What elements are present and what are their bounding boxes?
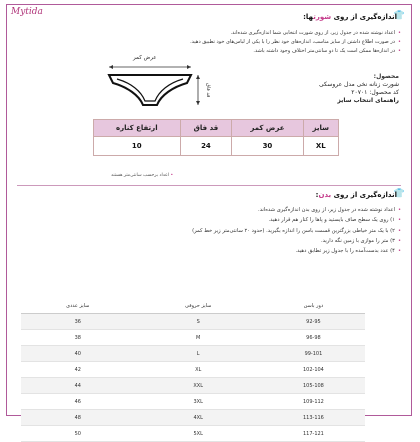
cell-number-size: 38 [21, 330, 135, 346]
waist-width-label: عرض کمر [133, 55, 157, 61]
cell-number-size: 42 [21, 362, 135, 378]
table-row [94, 137, 339, 156]
units-footnote: • اعداد برحسب سانتی‌متر هستند [111, 173, 174, 178]
header-side-height: ارتفاع کناره [94, 120, 181, 137]
table-row [21, 394, 365, 410]
cell-number-size: 40 [21, 346, 135, 362]
table-row [21, 346, 365, 362]
hanger-icon: 👕 [393, 189, 405, 199]
cell-rise: 24 [180, 137, 232, 156]
cell-letter-size: XL [135, 362, 262, 378]
cell-hip: 117-121 [262, 426, 365, 442]
note-item: • اعداد نوشته شده در جدول زیر، از روی بدن اندازه‌گیری شده‌اند. [121, 205, 401, 215]
cell-letter-size: M [135, 330, 262, 346]
cell-hip: 99-101 [262, 346, 365, 362]
table-row [21, 378, 365, 394]
cell-letter-size: 5XL [135, 426, 262, 442]
body-size-table [21, 299, 365, 442]
guide-title: راهنمای انتخاب سایز [337, 97, 399, 104]
cell-number-size: 36 [21, 314, 135, 330]
cell-side-height: 10 [94, 137, 181, 156]
cell-number-size: 48 [21, 410, 135, 426]
cell-hip: 102-104 [262, 362, 365, 378]
note-item: • ۳) متر را موازی با زمین نگه دارید. [121, 236, 401, 246]
header-letter-size: سایز حروفی [135, 299, 262, 314]
cell-letter-size: 4XL [135, 410, 262, 426]
header-waist: عرض کمر [232, 120, 303, 137]
product-code: کد محصول: ۲۰۷۰۱ [351, 89, 399, 96]
header-size: سایز [303, 120, 338, 137]
section-divider [17, 185, 401, 186]
cell-hip: 92-95 [262, 314, 365, 330]
cell-letter-size: S [135, 314, 262, 330]
brand-logo: Mytida [11, 7, 43, 17]
cell-number-size: 44 [21, 378, 135, 394]
cell-letter-size: L [135, 346, 262, 362]
table-row [21, 362, 365, 378]
cell-number-size: 46 [21, 394, 135, 410]
note-item: • در اندازه‌ها ممکن است یک تا دو سانتی‌متر اختلاف وجود داشته باشد. [41, 47, 401, 56]
note-item: • ۱) روی یک سطح صاف بایستید و پاها را کنار هم قرار دهید. [121, 215, 401, 225]
header-rise: قد فاق [180, 120, 232, 137]
cell-hip: 96-98 [262, 330, 365, 346]
note-item: • ۲) با یک متر خیاطی بزرگترین قسمت باسن را اندازه بگیرید. (حدود ۲۰ سانتی‌متر زیر خط کمر) [121, 226, 401, 236]
cell-size: XL [303, 137, 338, 156]
product-info [269, 73, 399, 105]
cell-hip: 105-108 [262, 378, 365, 394]
table-row [21, 410, 365, 426]
product-name: شورت زنانه نخی مدل عروسکی [319, 81, 399, 88]
section1-title: اندازه‌گیری از روی شورتها: [303, 13, 397, 21]
cell-hip: 113-116 [262, 410, 365, 426]
header-number-size: سایز عددی [21, 299, 135, 314]
table-row [21, 426, 365, 442]
table-row [21, 314, 365, 330]
product-size-table [93, 119, 339, 156]
rise-length-label: قد فاق [205, 83, 211, 98]
cell-number-size: 50 [21, 426, 135, 442]
table-header-row [94, 120, 339, 137]
briefs-diagram-icon [95, 61, 205, 109]
product-label: محصول: [373, 73, 399, 80]
section2-notes [121, 205, 401, 256]
cell-waist: 30 [232, 137, 303, 156]
cell-letter-size: 3XL [135, 394, 262, 410]
table-header-row [21, 299, 365, 314]
section1-notes [41, 29, 401, 56]
section2-title: اندازه‌گیری از روی بدن: [315, 191, 397, 199]
size-guide-frame [6, 4, 412, 437]
note-item: • ۴) عدد بدست‌آمده را با جدول زیر تطابق دهید. [121, 246, 401, 256]
note-item: • اعداد نوشته شده در جدول زیر، از روی شورت انتخابی شما اندازه‌گیری شده‌اند. [41, 29, 401, 38]
cell-hip: 109-112 [262, 394, 365, 410]
note-item: • در صورت اطلاع داشتن از سایز مناسب، اندازه‌های خود نظر را با یکی از لباس‌های خود تطبیق دهید. [41, 38, 401, 47]
header-hip: دور باسن [262, 299, 365, 314]
table-row [21, 330, 365, 346]
hanger-icon: 👕 [393, 11, 405, 21]
cell-letter-size: XXL [135, 378, 262, 394]
